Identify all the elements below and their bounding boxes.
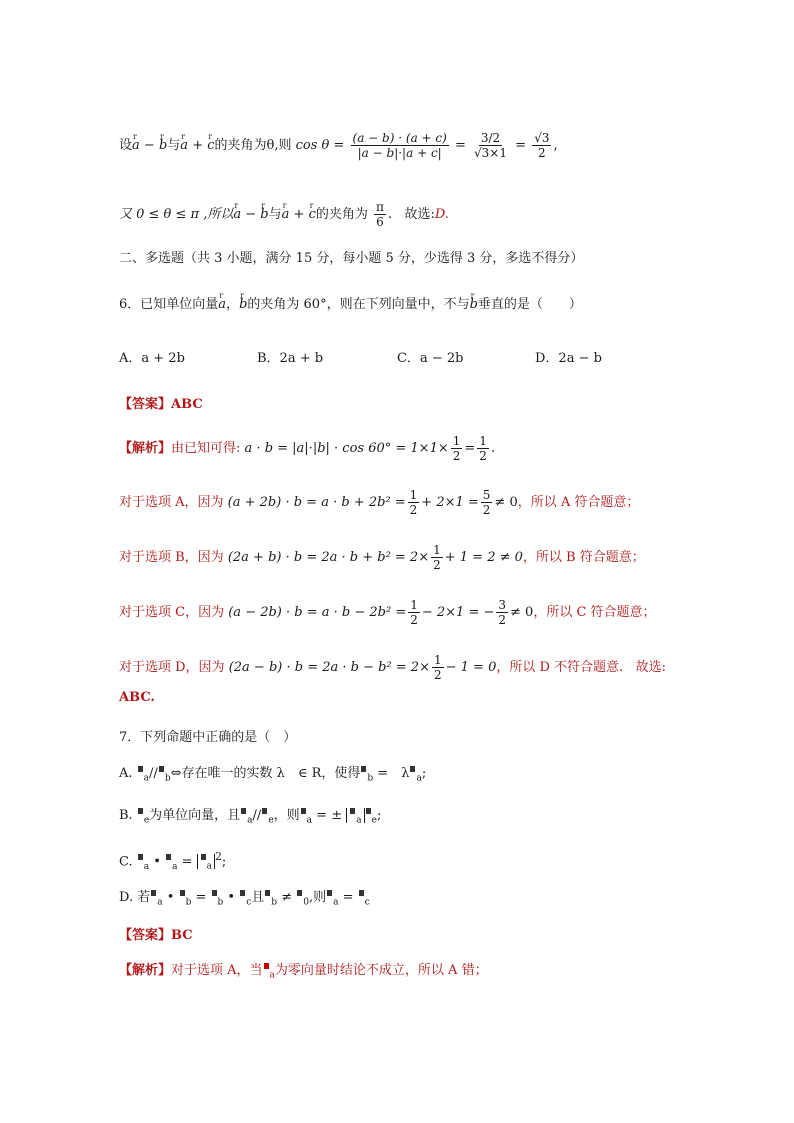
vec-a: r a	[132, 126, 140, 166]
q7-option-c: C. $_a$ • $_a$ = $_a^2$;	[119, 850, 227, 872]
q6-option-d-analysis: 对于选项 D，因为 (2a − b) · b = 2a · b − b² = 2× $\frac{1}{2}$ − 1 = 0，所以 D 不符合题意. 故选:	[119, 653, 666, 682]
q7-analysis: 【解析】对于选项 A，当 $_a$为零向量时结论不成立，所以 A 错；	[119, 963, 488, 981]
q6-answer: 【答案】ABC	[119, 397, 203, 412]
text-select: 故选:	[404, 207, 435, 222]
fraction-pi-6: $\frac{\pi}{6}$	[376, 200, 384, 229]
line-angle-range: 又 0 ≤ θ ≤ π ,所以r a − r b与r a + r c的夹角为 $\frac{\pi}{6}$ . 故选:D.	[119, 200, 449, 230]
q6-stem: 6．已知单位向量r a，r b的夹角为 60°，则在下列向量中，不与r b垂直的是（ ）	[119, 296, 582, 314]
q6-option-c: C．a − 2b	[397, 351, 464, 366]
q7-option-b: B. $_e$为单位向量，且 $_a$// $_e$，则 $_a$ = ± $_a$ $_e$;	[119, 808, 382, 826]
q7-stem: 7．下列命题中正确的是（ ）	[119, 730, 297, 745]
cos-label: cos θ =	[295, 138, 345, 153]
section-heading: 二、多选题（共 3 小题，满分 15 分，每小题 5 分，少选得 3 分，多选不得分）	[119, 251, 584, 266]
q6-option-d: D．2a − b	[535, 351, 602, 366]
q6-final-answer: ABC.	[119, 690, 155, 705]
vec-a: r a	[180, 126, 188, 166]
formula-cos-theta: 设r a − r b与r a + r c的夹角为θ,则 cos θ = $\frac{(a - b) \cdot (a + c)}{|a - b|\cdot|a + c|}$ = $\frac{3/2}{√3\times 1}$ = $\frac{√3}{2}$ ,	[119, 126, 558, 166]
q6-option-a-analysis: 对于选项 A，因为 (a + 2b) · b = a · b + 2b² = $\frac{1}{2}$ + 2×1 = $\frac{5}{2}$ ≠ 0，所以 A 符合题意；	[119, 488, 640, 517]
q6-option-b-analysis: 对于选项 B，因为 (2a + b) · b = 2a · b + b² = 2× $\frac{1}{2}$ + 1 = 2 ≠ 0，所以 B 符合题意；	[119, 543, 645, 572]
text-range: 又 0 ≤ θ ≤ π ,所以	[119, 207, 234, 222]
fraction-2: $\frac{3/2}{√3\times 1}$	[474, 131, 507, 160]
q6-option-a: A．a + 2b	[119, 351, 185, 366]
answer-d: D.	[434, 207, 449, 222]
q7-option-a: A. $_a$// $_b$⇔存在唯一的实数 λ ∈ R，使得 $_b$ = λ $_a$;	[119, 766, 427, 784]
equals: =	[515, 138, 527, 153]
text-she: 设	[119, 138, 133, 153]
q6-option-c-analysis: 对于选项 C，因为 (a − 2b) · b = a · b − 2b² = $\frac{1}{2}$ − 2×1 = − $\frac{3}{2}$ ≠ 0，所以 C 符合题意；	[119, 598, 656, 627]
text-yu: 与	[167, 138, 181, 153]
vec-b: r b	[159, 126, 167, 166]
equals: =	[454, 138, 466, 153]
q7-option-d: D. 若 $_a$ • $_b$ = $_b$ • $_c$且 $_b$ ≠ $_0$,则 $_a$ = $_c$	[119, 890, 370, 908]
text-angle: 的夹角为θ,则	[214, 138, 292, 153]
q7-answer: 【答案】BC	[119, 928, 193, 943]
q6-option-b: B．2a + b	[257, 351, 324, 366]
fraction-3: $\frac{√3}{2}$	[534, 131, 550, 160]
q6-analysis: 【解析】由已知可得: a · b = |a|·|b| · cos 60° = 1×1× $\frac{1}{2}$ = $\frac{1}{2}$ .	[119, 434, 496, 463]
fraction-main: $\frac{(a - b) \cdot (a + c)}{|a - b|\cdot|a + c|}$	[352, 131, 447, 160]
vec-c: r c	[207, 126, 214, 166]
